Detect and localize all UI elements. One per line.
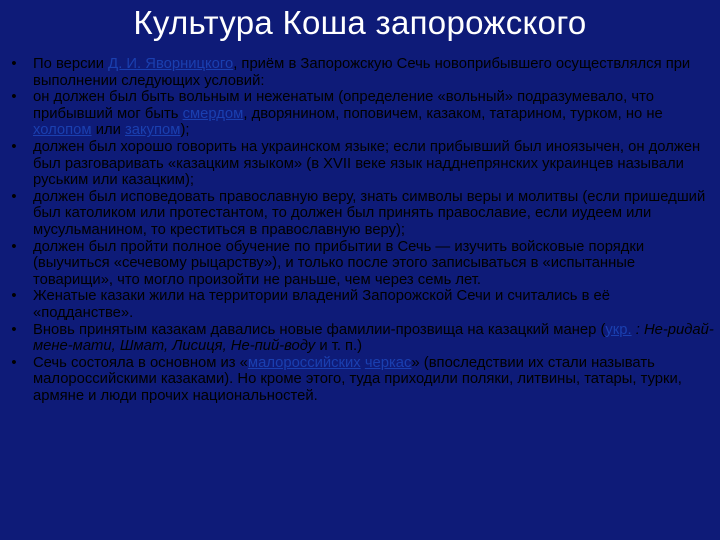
- inline-link[interactable]: смердом: [182, 105, 244, 122]
- bullet-text: Сечь состояла в основном из «: [33, 354, 248, 371]
- bullet-item: [8, 139, 714, 189]
- bullet-text: должен был хорошо говорить на украинском языке; если прибывший был иноязычен, он должен был разговаривать «казацким языком» (в XVII веке язык надднепрянских украинцев называли руським или казацким);: [33, 138, 701, 189]
- bullet-item: [8, 355, 714, 405]
- inline-link[interactable]: черкас: [364, 354, 412, 371]
- bullet-item: [8, 288, 714, 321]
- inline-link[interactable]: укр.: [605, 321, 632, 338]
- bullet-text: Вновь принятым казакам давались новые фамилии-прозвища на казацкий манер (: [33, 321, 606, 338]
- bullet-item: [8, 322, 714, 355]
- inline-link[interactable]: Д. И. Яворницкого: [108, 56, 234, 72]
- inline-link[interactable]: закупом: [124, 122, 181, 139]
- bullet-text: , дворянином, поповичем, казаком, татарином, турком, но не: [243, 105, 663, 122]
- inline-link[interactable]: малороссийских: [247, 354, 361, 371]
- bullet-marker: •: [11, 238, 17, 255]
- bullet-marker: •: [11, 288, 17, 305]
- bullet-item: [8, 239, 714, 289]
- bullet-list: [8, 56, 714, 404]
- bullet-text: По версии: [33, 56, 109, 72]
- bullet-text: и т. п.): [315, 338, 363, 355]
- bullet-marker: •: [11, 354, 17, 371]
- inline-link[interactable]: холопом: [33, 122, 92, 139]
- bullet-text: );: [180, 122, 190, 139]
- italic-text: : Не-ридай-мене-мати, Шмат, Лисиця, Не-пий-воду: [33, 321, 714, 355]
- bullet-item: [8, 89, 714, 139]
- slide-title: Культура Коша запорожского: [133, 4, 587, 41]
- bullet-marker: •: [11, 89, 17, 106]
- bullet-marker: •: [11, 188, 17, 205]
- bullet-text: должен был исповедовать православную веру, знать символы веры и молитвы (если пришедший был католиком или протестантом, то должен был принять православие, если иудеем или мусульманином, то креститься в православную веру);: [33, 188, 706, 238]
- bullet-text: должен был пройти полное обучение по прибытии в Сечь — изучить войсковые порядки (выучиться «сечевому рыцарству»), и только после этого записываться в «испытанные товарищи», что могло произойти не раньше, чем через семь лет.: [33, 238, 645, 288]
- bullet-text: , приём в Запорожскую Сечь новоприбывшего осуществлялся при выполнении следующих условий:: [33, 56, 691, 89]
- bullet-marker: •: [11, 138, 17, 155]
- bullet-text: или: [91, 122, 125, 139]
- bullet-text: » (впоследствии их стали называть малороссийскими казаками). Но кроме этого, туда приходили поляки, литвины, татары, турки, армяне и люди прочих национальностей.: [33, 354, 682, 404]
- bullet-marker: •: [11, 321, 17, 338]
- bullet-text: он должен был быть вольным и неженатым (определение «вольный» подразумевало, что прибывший мог быть: [33, 89, 654, 122]
- bullet-item: [8, 56, 714, 89]
- bullet-marker: •: [11, 56, 17, 72]
- bullet-item: [8, 189, 714, 239]
- bullet-text: Женатые казаки жили на территории владений Запорожской Сечи и считались в её «подданстве».: [33, 288, 611, 321]
